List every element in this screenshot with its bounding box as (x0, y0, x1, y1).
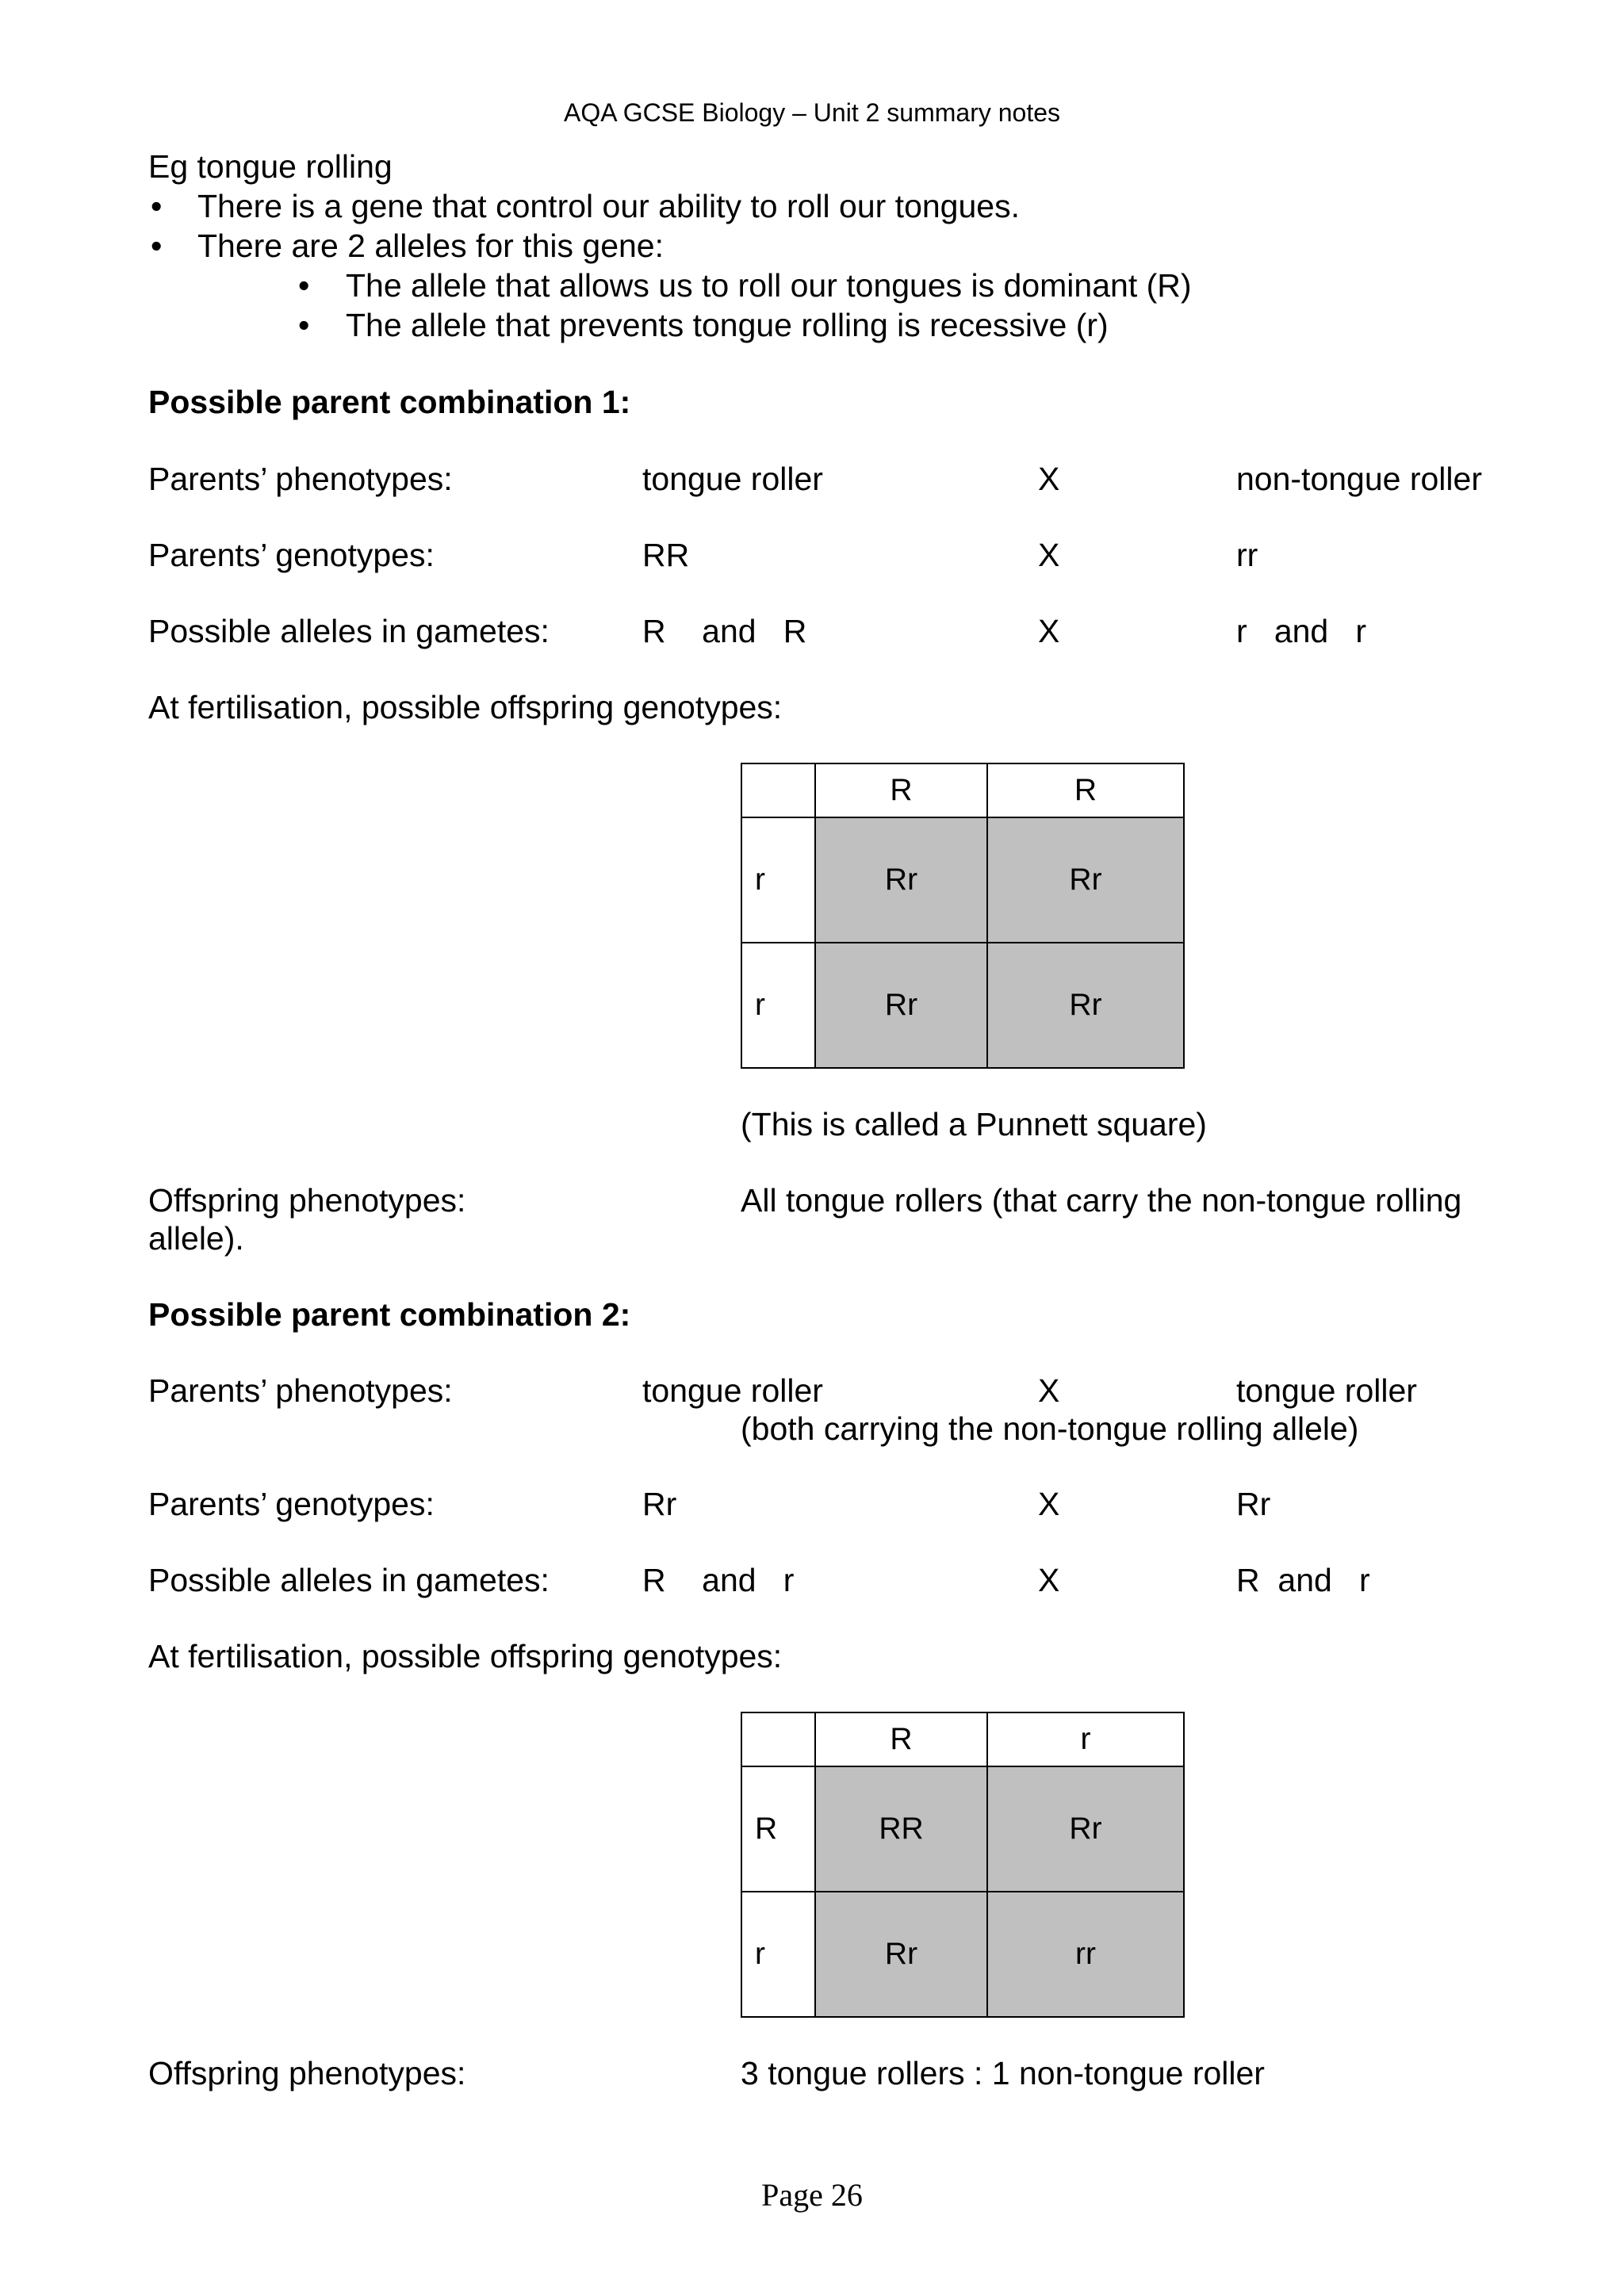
combo2-gametes-label: Possible alleles in gametes: (148, 1562, 550, 1598)
punnett-caption: (This is called a Punnett square) (741, 1106, 1207, 1142)
combo2-offspring-value: 3 tongue rollers : 1 non-tongue roller (741, 2055, 1265, 2091)
bullet-icon: • (298, 307, 310, 343)
combo1-offspring-label: Offspring phenotypes: (148, 1182, 466, 1219)
punnett-cell: Rr (815, 943, 987, 1068)
punnett-row-header: r (741, 1892, 815, 2017)
combo1-genotype-right: rr (1236, 537, 1258, 573)
combo1-gametes-right: r and r (1236, 613, 1367, 649)
punnett-cell: Rr (987, 817, 1184, 943)
combo1-phenotypes-label: Parents’ phenotypes: (148, 461, 453, 497)
combo1-heading: Possible parent combination 1: (148, 384, 631, 420)
combo1-genotype-left: RR (642, 537, 690, 573)
bullet-icon: • (151, 188, 163, 224)
combo2-phenotype-note: (both carrying the non-tongue rolling allele) (741, 1410, 1359, 1447)
combo2-phenotype-left: tongue roller (642, 1372, 823, 1409)
combo1-gametes-label: Possible alleles in gametes: (148, 613, 550, 649)
punnett-col-header: r (987, 1712, 1184, 1766)
punnett-cell: Rr (815, 817, 987, 943)
combo2-genotype-right: Rr (1236, 1486, 1271, 1522)
combo2-genotype-left: Rr (642, 1486, 677, 1522)
combo1-offspring-continuation: allele). (148, 1220, 244, 1257)
punnett-cell: Rr (815, 1892, 987, 2017)
punnett-row-header: r (741, 817, 815, 943)
combo1-phenotype-right: non-tongue roller (1236, 461, 1482, 497)
combo2-genotypes-label: Parents’ genotypes: (148, 1486, 435, 1522)
intro-sub-bullet: The allele that allows us to roll our tongues is dominant (R) (346, 267, 1192, 304)
punnett-col-header: R (815, 763, 987, 817)
combo2-phenotypes-label: Parents’ phenotypes: (148, 1372, 453, 1409)
punnett-square-1 (741, 763, 1185, 1069)
combo1-gametes-left: R and R (642, 613, 807, 649)
punnett-cell: RR (815, 1766, 987, 1892)
punnett-cell: rr (987, 1892, 1184, 2017)
punnett-row-header: r (741, 943, 815, 1068)
punnett-row-header: R (741, 1766, 815, 1892)
combo1-genotypes-label: Parents’ genotypes: (148, 537, 435, 573)
combo2-offspring-label: Offspring phenotypes: (148, 2055, 466, 2091)
punnett-corner-cell (741, 763, 815, 817)
intro-title: Eg tongue rolling (148, 148, 393, 185)
cross-symbol: X (1038, 1486, 1060, 1522)
bullet-icon: • (298, 267, 310, 304)
punnett-square-2 (741, 1712, 1185, 2018)
intro-bullet: There are 2 alleles for this gene: (197, 228, 664, 264)
combo1-fertilisation: At fertilisation, possible offspring genotypes: (148, 689, 783, 725)
punnett-cell: Rr (987, 1766, 1184, 1892)
combo1-phenotype-left: tongue roller (642, 461, 823, 497)
cross-symbol: X (1038, 1372, 1060, 1409)
cross-symbol: X (1038, 537, 1060, 573)
combo2-heading: Possible parent combination 2: (148, 1296, 631, 1333)
punnett-col-header: R (815, 1712, 987, 1766)
cross-symbol: X (1038, 613, 1060, 649)
bullet-icon: • (151, 228, 163, 264)
intro-sub-bullet: The allele that prevents tongue rolling is recessive (r) (346, 307, 1109, 343)
punnett-col-header: R (987, 763, 1184, 817)
punnett-cell: Rr (987, 943, 1184, 1068)
combo2-gametes-left: R and r (642, 1562, 795, 1598)
punnett-corner-cell (741, 1712, 815, 1766)
intro-bullet: There is a gene that control our ability to roll our tongues. (197, 188, 1020, 224)
cross-symbol: X (1038, 461, 1060, 497)
combo1-offspring-value: All tongue rollers (that carry the non-tongue rolling (741, 1182, 1462, 1219)
combo2-gametes-right: R and r (1236, 1562, 1370, 1598)
combo2-phenotype-right: tongue roller (1236, 1372, 1417, 1409)
cross-symbol: X (1038, 1562, 1060, 1598)
page-header: AQA GCSE Biology – Unit 2 summary notes (563, 98, 1061, 127)
page-number: Page 26 (761, 2177, 863, 2213)
combo2-fertilisation: At fertilisation, possible offspring genotypes: (148, 1638, 783, 1674)
